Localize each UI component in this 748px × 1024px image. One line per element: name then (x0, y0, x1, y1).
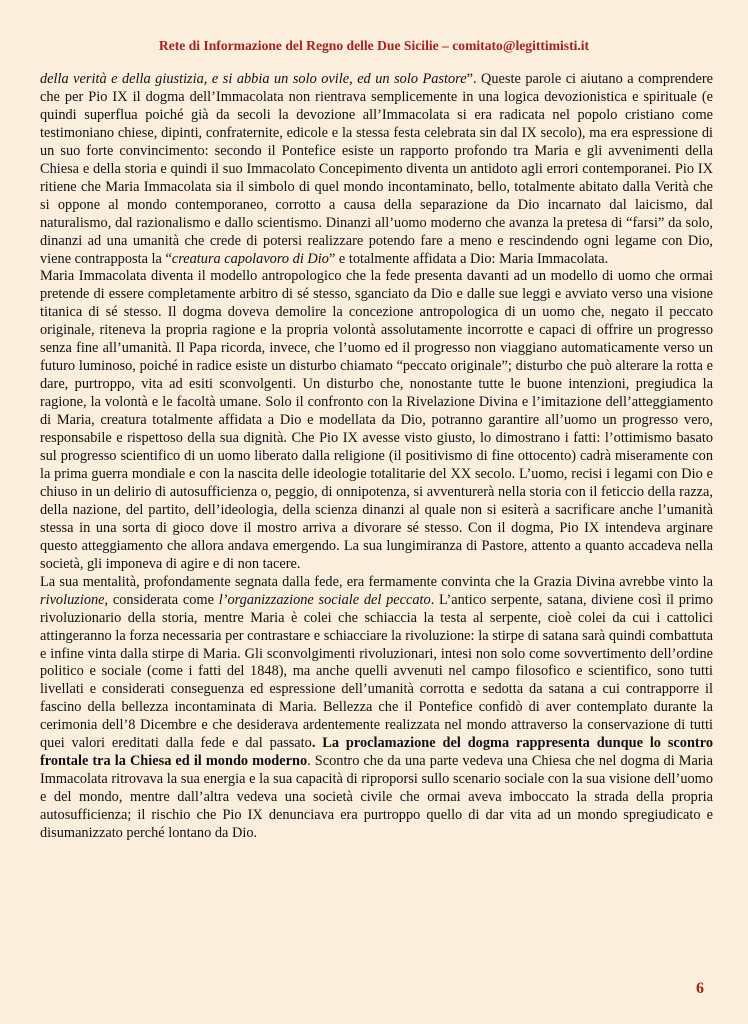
article-body (40, 71, 713, 843)
text-run: , considerata come (104, 591, 219, 608)
text-run: . Scontro che da una parte vedeva una Chiesa che nel dogma di Maria Immacolata ritrovava la sua energia e la sua capacità di riproporsi sullo scenario sociale con la sua visione dell’uomo e del mondo, mentre dall’altra vedeva una società civile che ormai aveva imboccato la strada della propria autosufficienza; il rischio che Pio IX denunciava era purtroppo quello di dar vita ad un mondo spregiudicato e disumanizzato perché lontano da Dio. (40, 753, 713, 842)
text-run: ”. Queste parole ci aiutano a comprendere che per Pio IX il dogma dell’Immacolata non rientrava semplicemente in una logica devozionistica e spirituale (e quindi superflua poiché già da secoli la devozione all’Immacolata si era radicata nel popolo cristiano come testimoniano chiese, dipinti, confraternite, edicole e la stessa festa celebrata sin dal IX secolo), ma era espressione di un suo forte convincimento: secondo il Pontefice esiste un rapporto profondo tra Maria e gli avvenimenti della Chiesa e della storia e quindi il suo Immacolato Concepimento diventa un antidoto agli errori contemporanei. Pio IX ritiene che Maria Immacolata sia il simbolo di quel mondo incontaminato, bello, totalmente abitato dalla Verità che si oppone al mondo contemporaneo, corrotto a causa della separazione da Dio incarnato dal laicismo, dal naturalismo, dal razionalismo e dallo scientismo. Dinanzi all’uomo moderno che avanza la pretesa di “farsi” da solo, dinanzi ad una umanità che crede di potersi realizzare potendo fare a meno e rescindendo ogni legame con Dio, viene contrapposta la “ (40, 71, 713, 267)
paragraph-3 (40, 574, 713, 843)
page-header: Rete di Informazione del Regno delle Due Sicilie – comitato@legittimisti.it (158, 38, 590, 53)
page-number: 6 (696, 980, 704, 997)
italic-text-run: l’organizzazione sociale del peccato (218, 591, 431, 608)
italic-text-run: della verità e della giustizia, e si abbia un solo ovile, ed un solo Pastore (40, 71, 467, 87)
italic-text-run: creatura capolavoro di Dio (171, 250, 329, 267)
text-run: . L’antico serpente, satana, diviene così il primo rivoluzionario della storia, mentre Maria è colei che schiaccia la testa al serpente, cioè colei da cui i cattolici attingeranno la forza necessaria per contrastare e schiacciare la rivoluzione: la stirpe di satana sarà quindi combattuta e infine vinta dalla stirpe di Maria. Gli sconvolgimenti rivoluzionari, intesi non solo come sovvertimento dell’ordine politico e sociale (come i fatti del 1848), ma anche quelli avvenuti nel campo filosofico e scientifico, sono tutti livellati e considerati conseguenza ed espressione dell’umanità corrotta e sedotta da satana a cui contrapporre il fascino della bellezza incontaminata di Maria. Bellezza che il Pontefice confidò di aver contemplato durante la cerimonia dell’8 Dicembre e che desiderava ardentemente realizzata nel mondo attraverso la conservazione di tutti quei valori ereditati dalla fede e dal passato (40, 591, 714, 752)
paragraph-2 (40, 268, 713, 573)
text-run: Maria Immacolata diventa il modello antropologico che la fede presenta davanti ad un modello di uomo che ormai pretende di essere completamente arbitro di sé stesso, sganciato da Dio e dalle sue leggi e avviato verso una visione titanica di sé stesso. Il dogma doveva demolire la concezione antropologica di un uomo che, negato il peccato originale, riteneva la propria ragione e la propria volontà assolutamente incorrotte e capaci di offrire un progresso senza fine all’umanità. Il Papa ricorda, invece, che l’uomo ed il progresso non viaggiano automaticamente verso un futuro luminoso, poiché in radice esiste un disturbo chiamato “peccato originale”; disturbo che può alterare la rotta e dare, purtroppo, vita ad esiti sconvolgenti. Un disturbo che, nonostante tutte le buone intenzioni, pregiudica la ragione, la volontà e le facoltà umane. Solo il confronto con la Rivelazione Divina e l’imitazione dell’atteggiamento di Maria, creatura totalmente affidata a Dio e modellata da Dio, potranno garantire all’uomo un progresso vero, responsabile e rispettoso della sua dignità. Che Pio IX avesse visto giusto, lo dimostrano i fatti: l’ottimismo basato sul progresso scientifico di un uomo liberato dalla religione (il positivismo di fine ottocento) cadrà miseramente con la prima guerra mondiale e con la nascita delle ideologie totalitarie del XX secolo. L’uomo, recisi i legami con Dio e chiuso in un delirio di autosufficienza o, peggio, di onnipotenza, si avventurerà nella storia con il feticcio della razza, della nazione, del partito, dell’ideologia, della scienza dinanzi al quale non si esiterà a sacrificare anche l’umanità stessa in una sorta di gioco dove il mostro arriva a divorare sé stesso. Con il dogma, Pio IX intendeva arginare questo atteggiamento che allora andava emergendo. La sua lungimiranza di Pastore, attento a quanto accadeva nella società, gli imponeva di agire e di non tacere. (40, 268, 713, 572)
bold-text-run: . La proclamazione del dogma rappresenta dunque lo scontro frontale tra la Chiesa ed il mondo moderno (40, 735, 713, 770)
text-run: La sua mentalità, profondamente segnata dalla fede, era fermamente convinta che la Grazia Divina avrebbe vinto la (40, 573, 713, 590)
italic-text-run: rivoluzione (40, 591, 105, 608)
paragraph-1 (40, 71, 713, 268)
text-run: ” e totalmente affidata a Dio: Maria Immacolata. (328, 250, 609, 267)
